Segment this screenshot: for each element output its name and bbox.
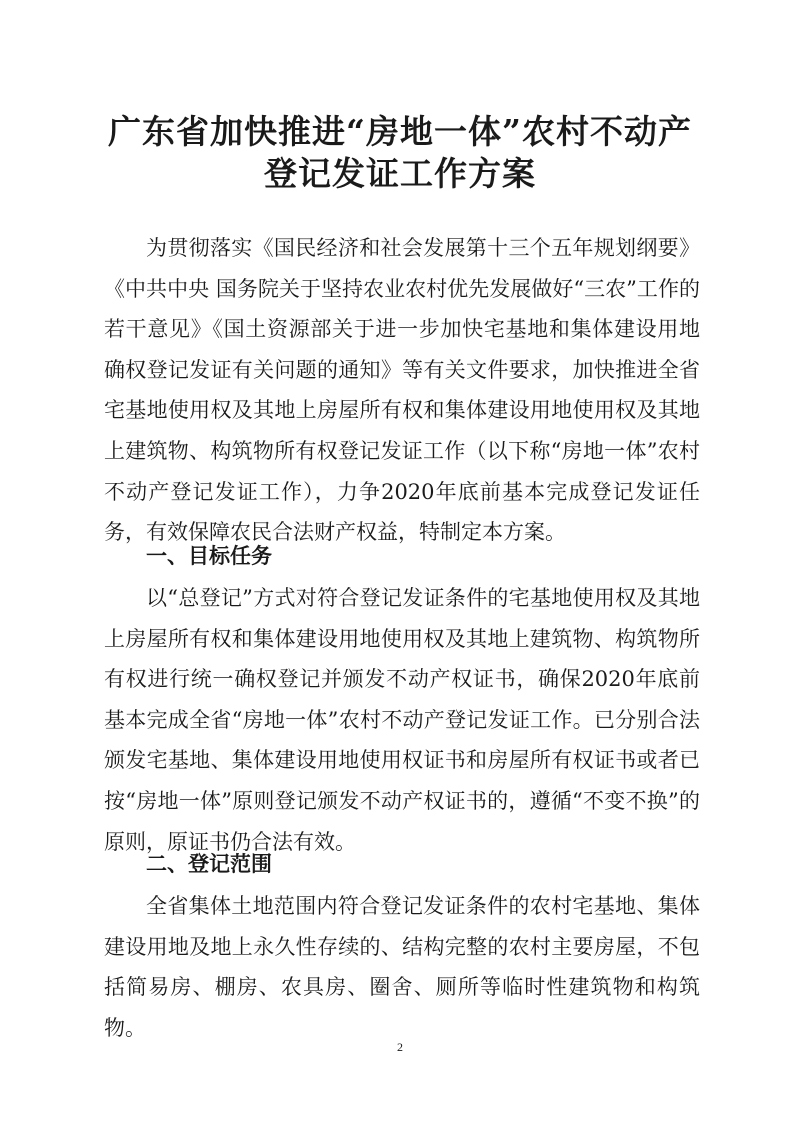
section1-heading: 一、目标任务	[146, 544, 272, 568]
document-title-line1: 广东省加快推进“房地一体”农村不动产	[108, 112, 692, 151]
document-title-line2: 登记发证工作方案	[264, 154, 536, 193]
section2-heading: 二、登记范围	[146, 852, 272, 876]
page-number: 2	[397, 1040, 403, 1054]
intro-paragraph: 为贯彻落实《国民经济和社会发展第十三个五年规划纲要》《中共中央 国务院关于坚持农业农村优先发展做好“三农”工作的若干意见》《国土资源部关于进一步加快宅基地和集体建设用地确权登记发证有关问题的通知》等有关文件要求，加快推进全省宅基地使用权及其地上房屋所有权和集体建设用地使用权及其地上建筑物、构筑物所有权登记发证工作（以下称“房地一体”农村不动产登记发证工作），力争2020年底前基本完成登记发证任务，有效保障农民合法财产权益，特制定本方案。	[104, 236, 700, 545]
section2-paragraph: 全省集体土地范围内符合登记发证条件的农村宅基地、集体建设用地及地上永久性存续的、结构完整的农村主要房屋，不包括简易房、棚房、农具房、圈舍、厕所等临时性建筑物和构筑物。	[104, 894, 700, 1040]
section1-paragraph: 以“总登记”方式对符合登记发证条件的宅基地使用权及其地上房屋所有权和集体建设用地使用权及其地上建筑物、构筑物所有权进行统一确权登记并颁发不动产权证书，确保2020年底前基本完成全省“房地一体”农村不动产登记发证工作。已分别合法颁发宅基地、集体建设用地使用权证书和房屋所有权证书或者已按“房地一体”原则登记颁发不动产权证书的，遵循“不变不换”的原则，原证书仍合法有效。	[104, 586, 700, 854]
